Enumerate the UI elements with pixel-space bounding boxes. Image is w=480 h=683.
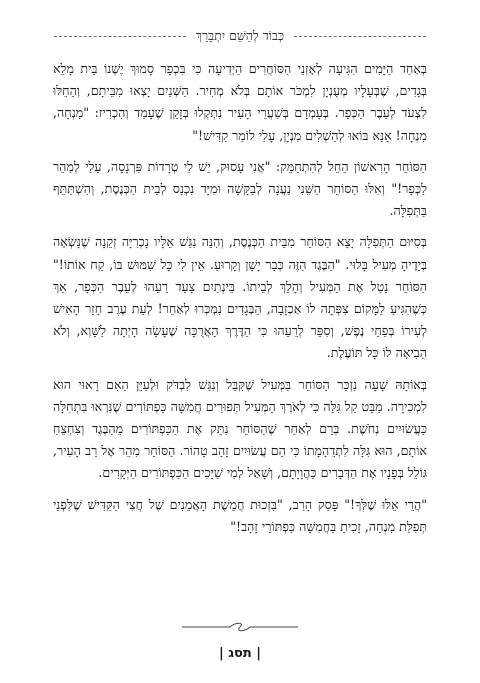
paragraph-4: בְּאוֹתָהּ שָׁעָה נִזְכַּר הַסּוֹחֵר בַּמְּעִיל שֶׁקִּבֵּל וְנִגַּשׁ לִבְדֹּק וּלְעַיֵּן הַאִם רָאוּי הוּא לִמְכִירָה. מַבָּט קַל גִּלָּה כִּי לְאֹרֶךְ הַמְּעִיל תְּפוּרִים חֲמִשָּׁה כַּפְתּוֹרִים שֶׁנִּרְאוּ בִּתְחִלָּה כַּעֲשׂוּיִים נְחֹשֶׁת. בְּרַם לְאַחַר שֶׁהַסּוֹחֵר נִתֵּק אֶת הַכַּפְתּוֹרִים מֵהַבֶּגֶד וְצִחְצֵחַ אוֹתָם, הוּא גִּלָּה לִתְדֵהָמָתוֹ כִּי הֵם עֲשׂוּיִים זָהָב טָהוֹר. הַסּוֹחֵר מִהֵר אֶל רַב הָעִיר, גּוֹלֵל בְּפָנָיו אֶת הַדְּבָרִים כַּהֲוָיָתָם, וְשָׁאַל לְמִי שַׁיָּכִים הַכַּפְתּוֹרִים הַיְּקָרִים. [53,376,427,481]
paragraph-1: בְּאַחַד הַיָּמִים הִגִּיעָה לְאָזְנֵי הַסּוֹחֲרִים הַיְדִיעָה כִּי בִּכְפָר סָמוּךְ יֶשְׁנוֹ בֵּית מָלֵא בְּגָדִים, שֶׁבְּעָלָיו מְעֻנְיָן לִמְכֹּר אוֹתָם בְּלֹא מְחִיר. הַשְּׁנַיִם יָצְאוּ מִבֵּיתָם, וְהֵחֵלּוּ לִצְעֹד לְעֵבֶר הַכְּפָר. בְּעָמְדָם בְּשַׁעֲרֵי הָעִיר נִתְקְלוּ בְּזָקֵן שֶׁעָמַד וְהִכְרִיז: "מִנְחָה, מִנְחָה! אָנָּא בּוֹאוּ לְהַשְׁלִים מִנְיָן, עָלַי לוֹמַר קַדִּישׁ!" [53,61,427,143]
header-rule-right [294,36,426,37]
paragraph-2: הַסּוֹחֵר הָרִאשׁוֹן הֵחֵל לְהִתְחַמֵּק: "אֲנִי עָסוּק, יֵשׁ לִי טְרָדוֹת פַּרְנָסָה, עָלַי לְמַהֵר לַכְּפָר!" וְאִלּוּ הַסּוֹחֵר הַשֵּׁנִי נַעֲנָה לְבַקָּשָׁה וּמִיָּד נִכְנַס לְבֵית הַכְּנֶסֶת, וְהִשְׁתַּתֵּף בַּתְּפִלָּה. [53,158,427,219]
page-number: | תסג | [218,646,262,661]
running-header [54,26,426,46]
paragraph-3: בְּסִיּוּם הַתְּפִלָּה יָצָא הַסּוֹחֵר מִבֵּית הַכְּנֶסֶת, וְהִנֵּה נִגַּשׁ אֵלָיו נָכְרִיָּה זְקֵנָה שֶׁנָּשְׂאָה בְּיָדֶיהָ מְעִיל בָּלוּי. "הַבֶּגֶד הַזֶּה כְּבָר יָשָׁן וְקָרוּעַ. אֵין לִי כָּל שִׁמּוּשׁ בּוֹ, קַח אוֹתוֹ!" הַסּוֹחֵר נָטַל אֶת הַמְּעִיל וְהָלַךְ לְבֵיתוֹ. בֵּינְתַיִם צָעַד רֵעֵהוּ לְעֵבֶר הַכְּפָר, אַךְ כְּשֶׁהִגִּיעַ לַמָּקוֹם צִפְּתָה לוֹ אַכְזָבָה, הַבְּגָדִים נִמְכְּרוּ לְאַחֵר! לְעֵת עֶרֶב חָזַר הָאִישׁ לְעִירוֹ בְּפַחֵי נֶפֶשׁ, וְסִפֵּר לְרֵעֵהוּ כִּי הַדֶּרֶךְ הָאֲרֻכָּה שֶׁעָשָׂה הָיְתָה לַשָּׁוְא, וְלֹא הֵבִיאָה לוֹ כָּל תּוֹעֶלֶת. [53,234,427,361]
divider-ornament-icon [180,622,300,632]
header-title: כְּבוֹד לְהַשֵּׁם יִתְבָּרֵךְ [195,28,285,43]
story-text [53,58,427,547]
header-rule-left [54,36,186,37]
paragraph-5: "הֲרֵי אֵלּוּ שֶׁלְּךָ!" פָּסַק הָרַב, "בִּזְכוּת חֲמֵשֶׁת הָאֲמֵנִים שֶׁל חֲצִי הַקַּדִּישׁ שֶׁלִּפְנֵי תְּפִלַּת מִנְחָה, זָכִיתָ בַּחֲמִשָּׁה כַּפְתּוֹרֵי זָהָב!" [53,496,427,534]
